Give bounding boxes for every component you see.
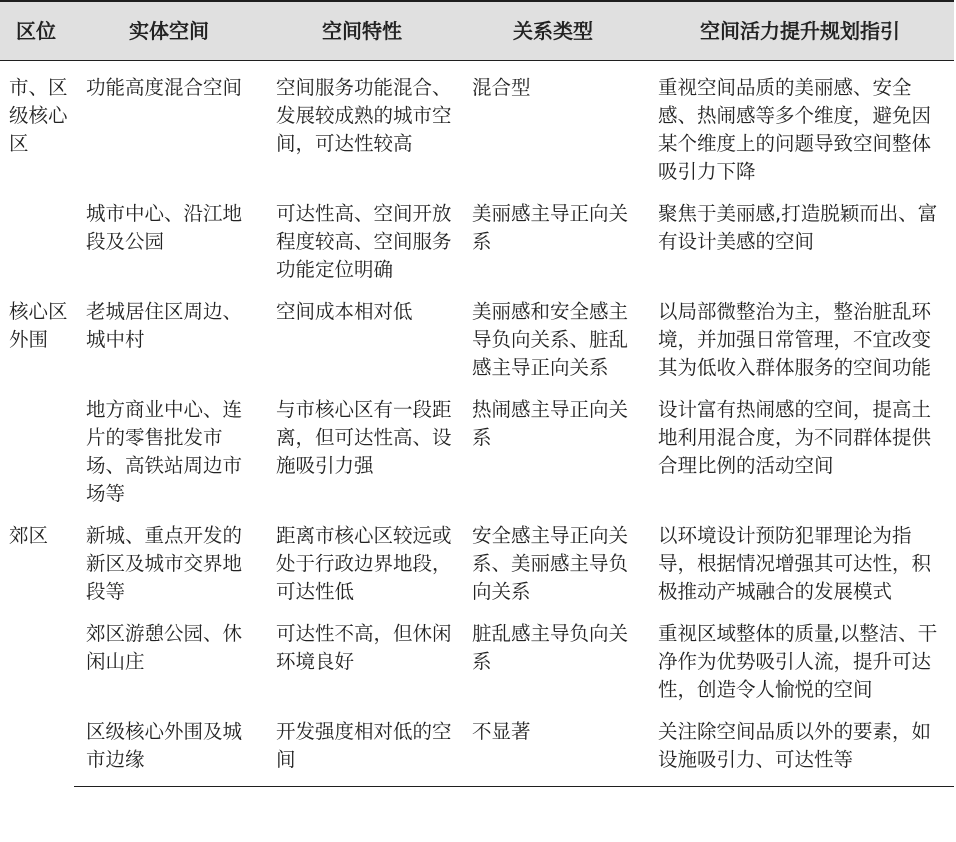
header-row: [0, 1, 954, 61]
space-cell: 郊区游憩公园、休闲山庄: [86, 622, 243, 673]
characteristics-cell: 空间成本相对低: [276, 300, 413, 323]
relation-cell: 混合型: [472, 76, 531, 99]
table-row: [0, 61, 954, 197]
zone-cell: 郊区: [9, 524, 49, 547]
characteristics-cell: 距离市核心区较远或处于行政边界地段，可达性低: [276, 524, 452, 603]
table-row: [0, 294, 954, 392]
relation-cell: 脏乱感主导负向关系: [472, 622, 629, 673]
relation-cell: 热闹感主导正向关系: [472, 398, 629, 449]
table-row: [0, 196, 954, 294]
characteristics-cell: 空间服务功能混合、发展较成熟的城市空间，可达性较高: [276, 76, 452, 155]
table-row: [0, 616, 954, 714]
header-location: 区位: [0, 1, 74, 61]
characteristics-cell: 与市核心区有一段距离，但可达性高、设施吸引力强: [276, 398, 452, 477]
relation-cell: 不显著: [460, 714, 646, 787]
guidance-cell: 关注除空间品质以外的要素，如设施吸引力、可达性等: [646, 714, 954, 787]
zone-cell: 核心区外围: [9, 300, 68, 351]
table-header: [0, 1, 954, 61]
table-row: [0, 392, 954, 518]
space-cell: 地方商业中心、连片的零售批发市场、高铁站周边市场等: [86, 398, 243, 505]
header-physical-space: 实体空间: [74, 1, 264, 61]
header-relation-type: 关系类型: [460, 1, 646, 61]
table-row: [0, 518, 954, 616]
guidance-cell: 以局部微整治为主，整治脏乱环境，并加强日常管理，不宜改变其为低收入群体服务的空间功能: [658, 300, 932, 379]
space-cell: 功能高度混合空间: [86, 76, 243, 99]
guidance-cell: 以环境设计预防犯罪理论为指导，根据情况增强其可达性，积极推动产城融合的发展模式: [658, 524, 932, 603]
relation-cell: 安全感主导正向关系、美丽感主导负向关系: [472, 524, 629, 603]
space-cell: 城市中心、沿江地段及公园: [86, 202, 243, 253]
guidance-cell: 重视区域整体的质量,以整洁、干净作为优势吸引人流，提升可达性，创造令人愉悦的空间: [658, 622, 938, 701]
space-cell: 区级核心外围及城市边缘: [74, 714, 264, 787]
guidance-cell: 重视空间品质的美丽感、安全感、热闹感等多个维度，避免因某个维度上的问题导致空间整体吸引力下降: [658, 76, 932, 183]
header-space-characteristics: 空间特性: [264, 1, 460, 61]
characteristics-cell: 可达性不高，但休闲环境良好: [276, 622, 452, 673]
characteristics-cell: 开发强度相对低的空间: [264, 714, 460, 787]
guidance-cell: 聚焦于美丽感,打造脱颖而出、富有设计美感的空间: [658, 202, 938, 253]
space-cell: 老城居住区周边、城中村: [86, 300, 243, 351]
characteristics-cell: 可达性高、空间开放程度较高、空间服务功能定位明确: [276, 202, 452, 281]
zone-cell: 市、区级核心区: [9, 76, 68, 155]
table-body: [0, 61, 954, 787]
relation-cell: 美丽感和安全感主导负向关系、脏乱感主导正向关系: [472, 300, 629, 379]
relation-cell: 美丽感主导正向关系: [472, 202, 629, 253]
table-row: [0, 714, 954, 787]
header-planning-guidance: 空间活力提升规划指引: [646, 1, 954, 61]
space-cell: 新城、重点开发的新区及城市交界地段等: [86, 524, 243, 603]
guidance-cell: 设计富有热闹感的空间，提高土地利用混合度，为不同群体提供合理比例的活动空间: [658, 398, 932, 477]
